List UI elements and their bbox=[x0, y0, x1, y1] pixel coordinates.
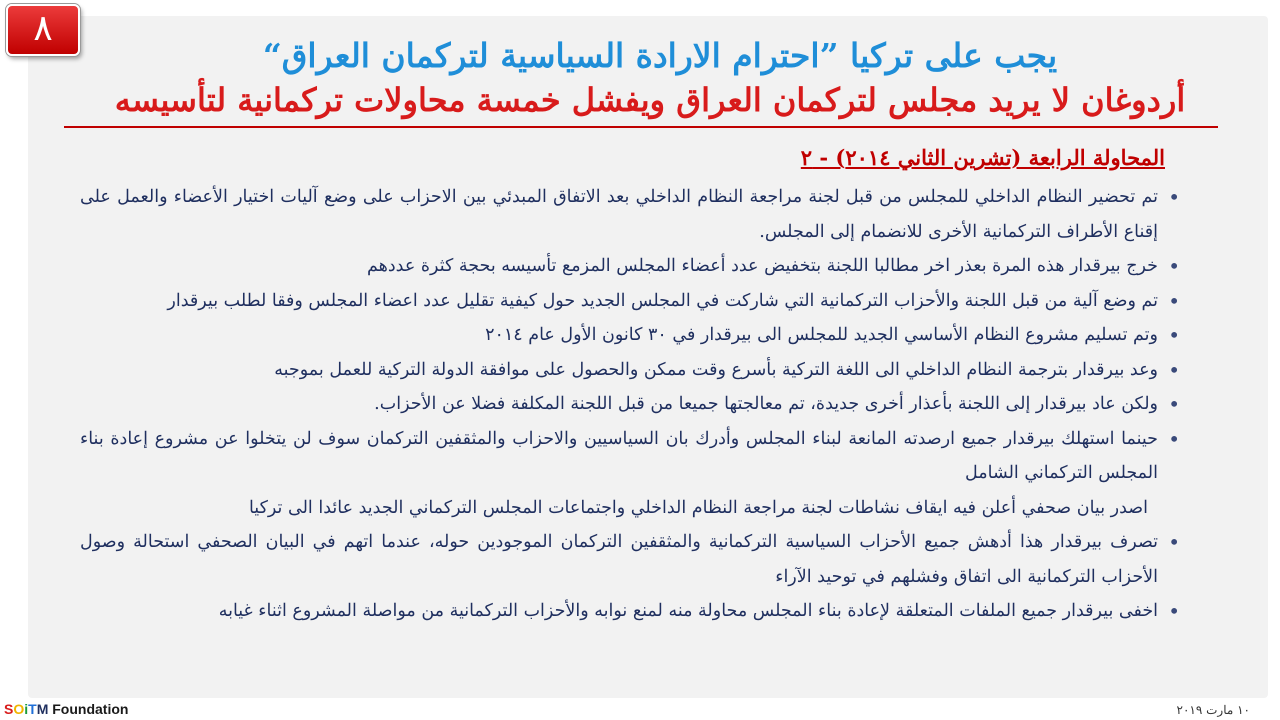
slide-title-secondary: أردوغان لا يريد مجلس لتركمان العراق ويفشل خمسة محاولات تركمانية لتأسيسه bbox=[114, 81, 1186, 119]
bullet-item: • خرج بيرقدار هذه المرة بعذر اخر مطالبا اللجنة بتخفيض عدد أعضاء المجلس المزمع تأسيسه بحجة كثرة عددهم bbox=[80, 249, 1180, 284]
bullet-item: • ولكن عاد بيرقدار إلى اللجنة بأعذار أخرى جديدة، تم معالجتها جميعا من قبل اللجنة المكلفة فضلا عن الأحزاب. bbox=[80, 387, 1180, 422]
section-subheading: المحاولة الرابعة (تشرين الثاني ٢٠١٤) - ٢ bbox=[800, 145, 1165, 170]
title-divider bbox=[64, 126, 1218, 128]
foundation-logo bbox=[4, 701, 128, 717]
bullet-item: • تم وضع آلية من قبل اللجنة والأحزاب التركمانية التي شاركت في المجلس الجديد حول كيفية تقليل عدد اعضاء المجلس وفقا لطلب بيرقدار bbox=[80, 284, 1180, 319]
bullet-item: • حينما استهلك بيرقدار جميع ارصدته المانعة لبناء المجلس وأدرك بان السياسيين والاحزاب والمثقفين التركمان سوف لن يتخلوا عن مشروع إعادة بناء المجلس التركماني الشامل bbox=[80, 422, 1180, 491]
bullet-item: اصدر بيان صحفي أعلن فيه ايقاف نشاطات لجنة مراجعة النظام الداخلي واجتماعات المجلس التركماني الجديد عائدا الى تركيا bbox=[248, 497, 1148, 518]
bullet-item: • تصرف بيرقدار هذا أدهش جميع الأحزاب السياسية التركمانية والمثقفين التركمان الموجودين حوله، عندما اتهم في البيان الصحفي استحالة وصول الأحزاب التركمانية الى اتفاق وفشلهم في توحيد الآراء bbox=[80, 525, 1180, 594]
logo-letter: i bbox=[24, 701, 29, 717]
bullet-list bbox=[80, 180, 1180, 629]
logo-letter: M bbox=[36, 701, 49, 717]
logo-letter: T bbox=[28, 701, 37, 717]
bullet-item: • اخفى بيرقدار جميع الملفات المتعلقة لإعادة بناء المجلس محاولة منه لمنع نوابه والأحزاب التركمانية من مواصلة المشروع اثناء غيابه bbox=[80, 594, 1180, 629]
bullet-item: • وتم تسليم مشروع النظام الأساسي الجديد للمجلس الى بيرقدار في ٣٠ كانون الأول عام ٢٠١٤ bbox=[80, 318, 1180, 353]
bullet-item: • تم تحضير النظام الداخلي للمجلس من قبل لجنة مراجعة النظام الداخلي بعد الاتفاق المبدئي بين الاحزاب على وضع آليات اختيار الأعضاء والعمل على إقناع الأطراف التركمانية الأخرى للانضمام إلى المجلس. bbox=[80, 180, 1180, 249]
logo-word: Foundation bbox=[52, 701, 129, 717]
page-number-badge: ٨ bbox=[6, 4, 80, 56]
slide-title-primary: يجب على تركيا ”احترام الارادة السياسية لتركمان العراق“ bbox=[262, 36, 1058, 75]
logo-letter: S bbox=[4, 701, 14, 717]
footer-date: ١٠ مارت ٢٠١٩ bbox=[1176, 703, 1250, 717]
bullet-item: • وعد بيرقدار بترجمة النظام الداخلي الى اللغة التركية بأسرع وقت ممكن والحصول على موافقة الدولة التركية للعمل بموجبه bbox=[80, 353, 1180, 388]
logo-letter: O bbox=[13, 701, 25, 717]
